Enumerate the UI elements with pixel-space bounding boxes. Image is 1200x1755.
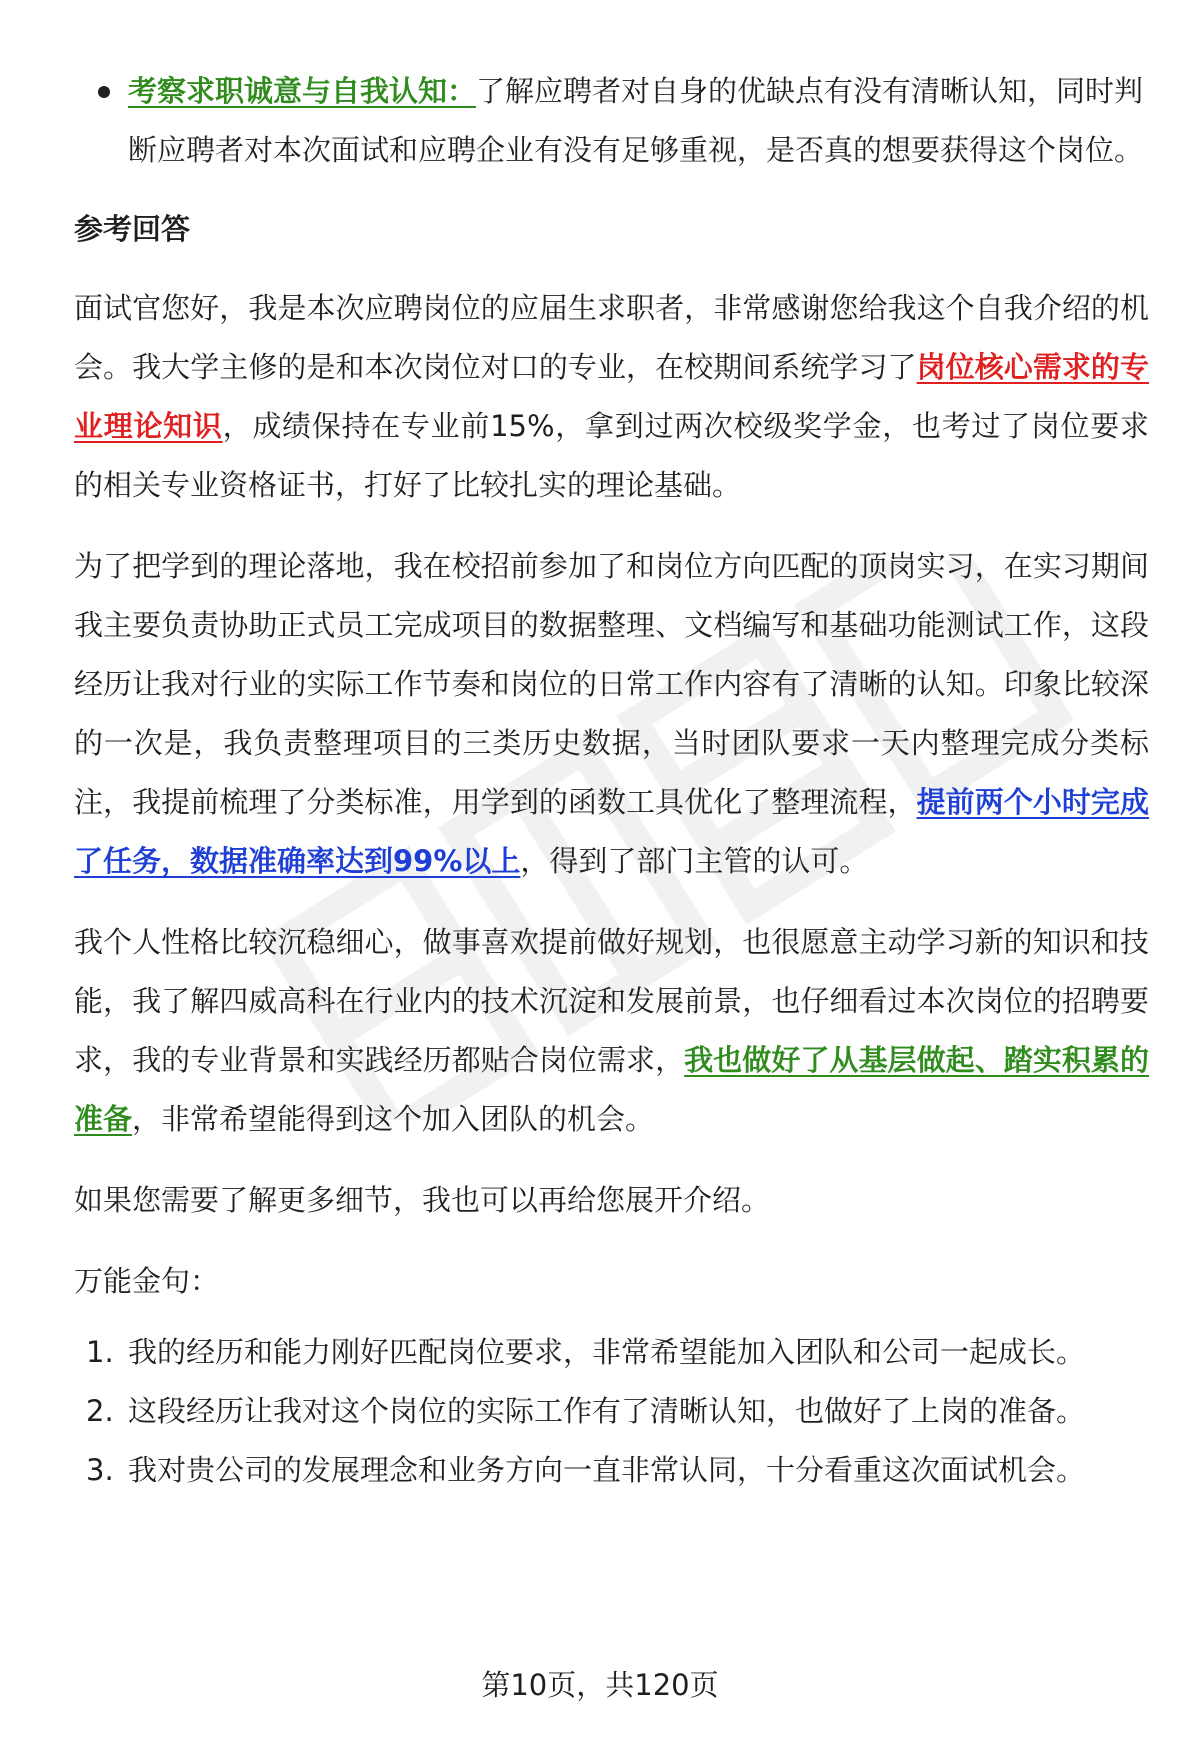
paragraph-1-highlight: 岗位核心需求的专业理论知识 — [74, 350, 1149, 443]
list-item-number: 2. — [86, 1394, 114, 1428]
paragraph-2-text-before: 为了把学到的理论落地，我在校招前参加了和岗位方向匹配的顶岗实习，在实习期间我主要负责协助正式员工完成项目的数据整理、文档编写和基础功能测试工作，这段经历让我对行业的实际工作节奏和岗位的日常工作内容有了清晰的认知。印象比较深的一次是，我负责整理项目的三类历史数据，当时团队要求一天内整理完成分类标注，我提前梳理了分类标准，用学到的函数工具优化了整理流程， — [74, 549, 1149, 819]
paragraph-2-highlight: 提前两个小时完成了任务，数据准确率达到99%以上 — [74, 785, 1149, 878]
bullet-text: 了解应聘者对自身的优缺点有没有清晰认知，同时判断应聘者对本次面试和应聘企业有没有足够重视，是否真的想要获得这个岗位。 — [128, 74, 1144, 167]
bullet-highlight: 考察求职诚意与自我认知： — [128, 74, 477, 108]
answer-paragraph-2 — [74, 537, 1149, 891]
phrases-list — [74, 1323, 1149, 1500]
paragraph-3-highlight: 我也做好了从基层做起、踏实积累的准备 — [74, 1043, 1149, 1136]
paragraph-3-text-before: 我个人性格比较沉稳细心，做事喜欢提前做好规划，也很愿意主动学习新的知识和技能，我了解四威高科在行业内的技术沉淀和发展前景，也仔细看过本次岗位的招聘要求，我的专业背景和实践经历都贴合岗位需求， — [74, 925, 1149, 1077]
bullet-dot-icon — [98, 86, 110, 98]
answer-paragraph-4: 如果您需要了解更多细节，我也可以再给您展开介绍。 — [74, 1183, 771, 1217]
phrases-label: 万能金句： — [74, 1264, 220, 1298]
answer-paragraph-3 — [74, 913, 1149, 1149]
list-item — [74, 1382, 1149, 1441]
list-item — [74, 1441, 1149, 1500]
paragraph-3-text-after: ，非常希望能得到这个加入团队的机会。 — [132, 1102, 655, 1136]
section-heading: 参考回答 — [74, 212, 191, 246]
page-footer: 第10页，共120页 — [481, 1668, 719, 1702]
list-item — [74, 1323, 1149, 1382]
bullet-item — [74, 62, 1149, 180]
answer-paragraph-1 — [74, 279, 1149, 515]
paragraph-1-text-before: 面试官您好，我是本次应聘岗位的应届生求职者，非常感谢您给我这个自我介绍的机会。我大学主修的是和本次岗位对口的专业，在校期间系统学习了 — [74, 291, 1149, 384]
list-item-number: 3. — [86, 1453, 114, 1487]
list-item-text: 我对贵公司的发展理念和业务方向一直非常认同，十分看重这次面试机会。 — [128, 1453, 1086, 1487]
document-content — [74, 62, 1149, 1500]
list-item-text: 这段经历让我对这个岗位的实际工作有了清晰认知，也做好了上岗的准备。 — [128, 1394, 1086, 1428]
paragraph-2-text-after: ，得到了部门主管的认可。 — [520, 844, 869, 878]
list-item-text: 我的经历和能力刚好匹配岗位要求，非常希望能加入团队和公司一起成长。 — [128, 1335, 1086, 1369]
paragraph-1-text-after: ，成绩保持在专业前15%，拿到过两次校级奖学金，也考过了岗位要求的相关专业资格证书，打好了比较扎实的理论基础。 — [74, 409, 1149, 502]
list-item-number: 1. — [86, 1335, 114, 1369]
